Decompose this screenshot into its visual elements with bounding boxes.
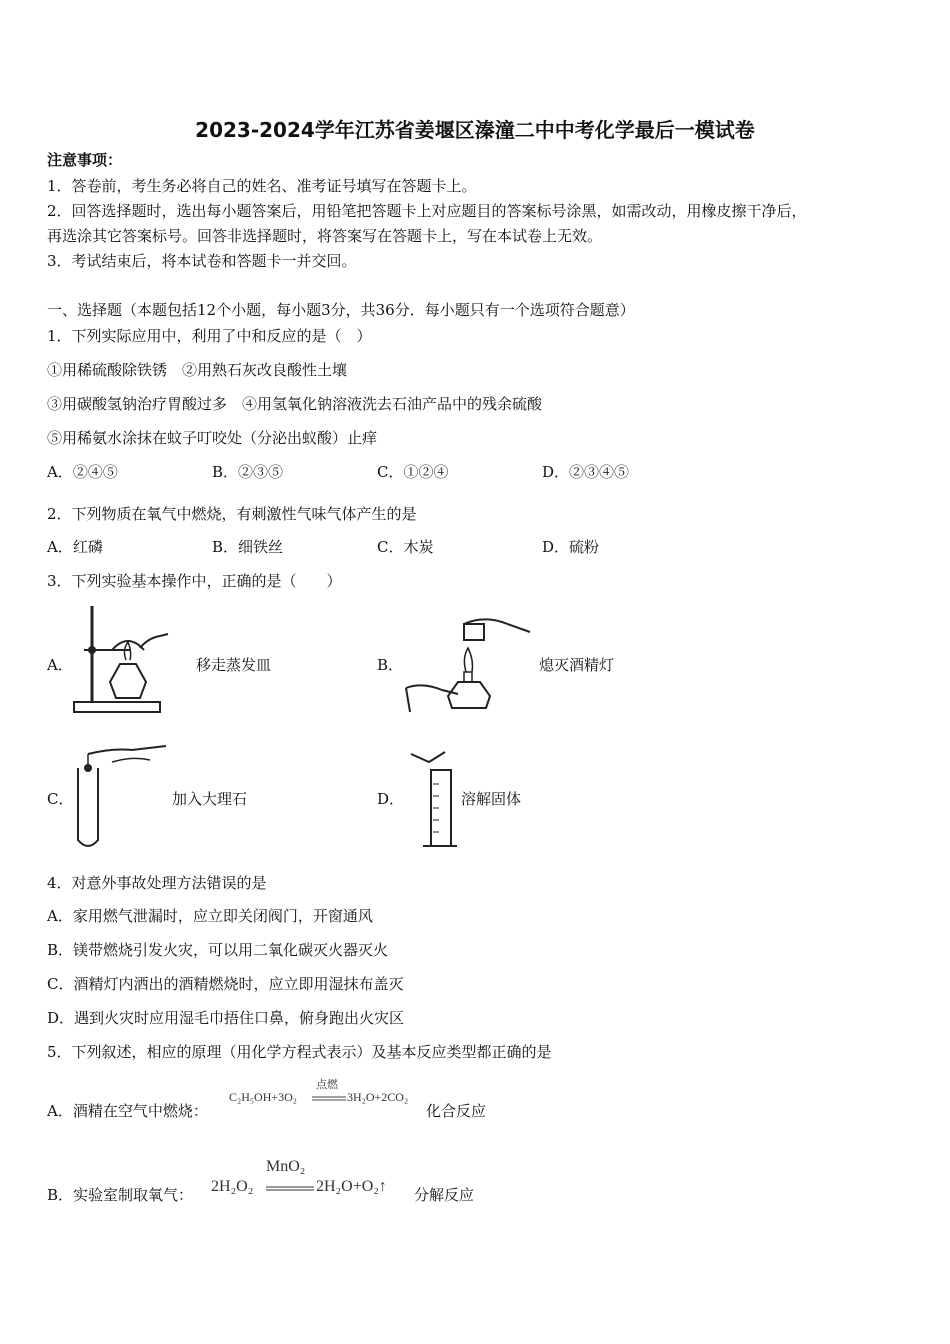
option-b-label: 熄灭酒精灯 xyxy=(539,656,615,674)
option-a: A．家用燃气泄漏时，应立即关闭阀门，开窗通风 xyxy=(47,907,373,925)
equation-b-condition: MnO₂ xyxy=(266,1158,306,1175)
reaction-type: 分解反应 xyxy=(414,1186,475,1204)
option-d-label: 溶解固体 xyxy=(461,790,522,808)
equation-a-lhs: C₂H₅OH+3O₂ xyxy=(229,1090,297,1104)
notice-heading: 注意事项： xyxy=(47,151,123,169)
question-stem: 2．下列物质在氧气中燃烧，有刺激性气味气体产生的是 xyxy=(47,505,417,523)
question-stem: 3．下列实验基本操作中，正确的是（ ） xyxy=(47,572,342,590)
notice-item: 2．回答选择题时，选出每小题答案后，用铅笔把答题卡上对应题目的答案标号涂黑，如需改动，用橡皮擦干净后， xyxy=(47,202,807,220)
option-d: D．硫粉 xyxy=(542,538,600,556)
option-c: C．木炭 xyxy=(377,538,434,556)
option-b: B．②③⑤ xyxy=(212,463,284,481)
notice-item: 1．答卷前，考生务必将自己的姓名、准考证号填写在答题卡上。 xyxy=(47,177,477,195)
option-b: B．细铁丝 xyxy=(212,538,284,556)
test-tube-figure xyxy=(72,740,168,852)
equation-a-rhs: 3H₂O+2CO₂ xyxy=(347,1090,409,1104)
reaction-type: 化合反应 xyxy=(426,1102,487,1120)
option-d-letter: D． xyxy=(377,790,405,808)
equals-sign xyxy=(266,1186,314,1192)
evaporating-dish-figure xyxy=(70,602,170,714)
q1-item: ③用碳酸氢钠治疗胃酸过多 ④用氢氧化钠溶液洗去石油产品中的残余硫酸 xyxy=(47,395,543,413)
option-c-letter: C． xyxy=(47,790,74,808)
option-c: C．①②④ xyxy=(377,463,449,481)
equation-a-condition: 点燃 xyxy=(316,1079,338,1091)
question-stem: 4．对意外事故处理方法错误的是 xyxy=(47,874,267,892)
option-b: B．镁带燃烧引发火灾，可以用二氧化碳灭火器灭火 xyxy=(47,941,389,959)
graduated-cylinder-figure xyxy=(405,748,457,854)
q1-item: ⑤用稀氨水涂抹在蚊子叮咬处（分泌出蚁酸）止痒 xyxy=(47,429,378,447)
alcohol-lamp-figure xyxy=(402,612,537,716)
option-a: A．红磷 xyxy=(47,538,103,556)
option-a-prefix: A．酒精在空气中燃烧： xyxy=(47,1102,208,1120)
equation-b-rhs: 2H₂O+O₂↑ xyxy=(316,1178,387,1195)
notice-item: 3．考试结束后，将本试卷和答题卡一并交回。 xyxy=(47,252,357,270)
equals-sign xyxy=(312,1096,346,1102)
option-d: D．②③④⑤ xyxy=(542,463,630,481)
option-c: C．酒精灯内洒出的酒精燃烧时，应立即用湿抹布盖灭 xyxy=(47,975,404,993)
option-a-label: 移走蒸发皿 xyxy=(196,656,272,674)
section-heading: 一、选择题（本题包括12个小题，每小题3分，共36分．每小题只有一个选项符合题意） xyxy=(47,301,635,319)
q1-item: ①用稀硫酸除铁锈 ②用熟石灰改良酸性土壤 xyxy=(47,361,348,379)
page-title: 2023-2024学年江苏省姜堰区溱潼二中中考化学最后一模试卷 xyxy=(195,118,755,142)
option-c-label: 加入大理石 xyxy=(172,790,248,808)
option-b-letter: B． xyxy=(377,656,404,674)
equation-b-lhs: 2H₂O₂ xyxy=(211,1178,254,1195)
option-b-prefix: B．实验室制取氧气： xyxy=(47,1186,194,1204)
question-stem: 5．下列叙述，相应的原理（用化学方程式表示）及基本反应类型都正确的是 xyxy=(47,1043,552,1061)
option-a-letter: A． xyxy=(47,656,73,674)
notice-item: 再选涂其它答案标号。回答非选择题时，将答案写在答题卡上，写在本试卷上无效。 xyxy=(47,227,603,245)
option-d: D．遇到火灾时应用湿毛巾捂住口鼻，俯身跑出火灾区 xyxy=(47,1009,405,1027)
question-stem: 1．下列实际应用中，利用了中和反应的是（ ） xyxy=(47,327,372,345)
option-a: A．②④⑤ xyxy=(47,463,118,481)
